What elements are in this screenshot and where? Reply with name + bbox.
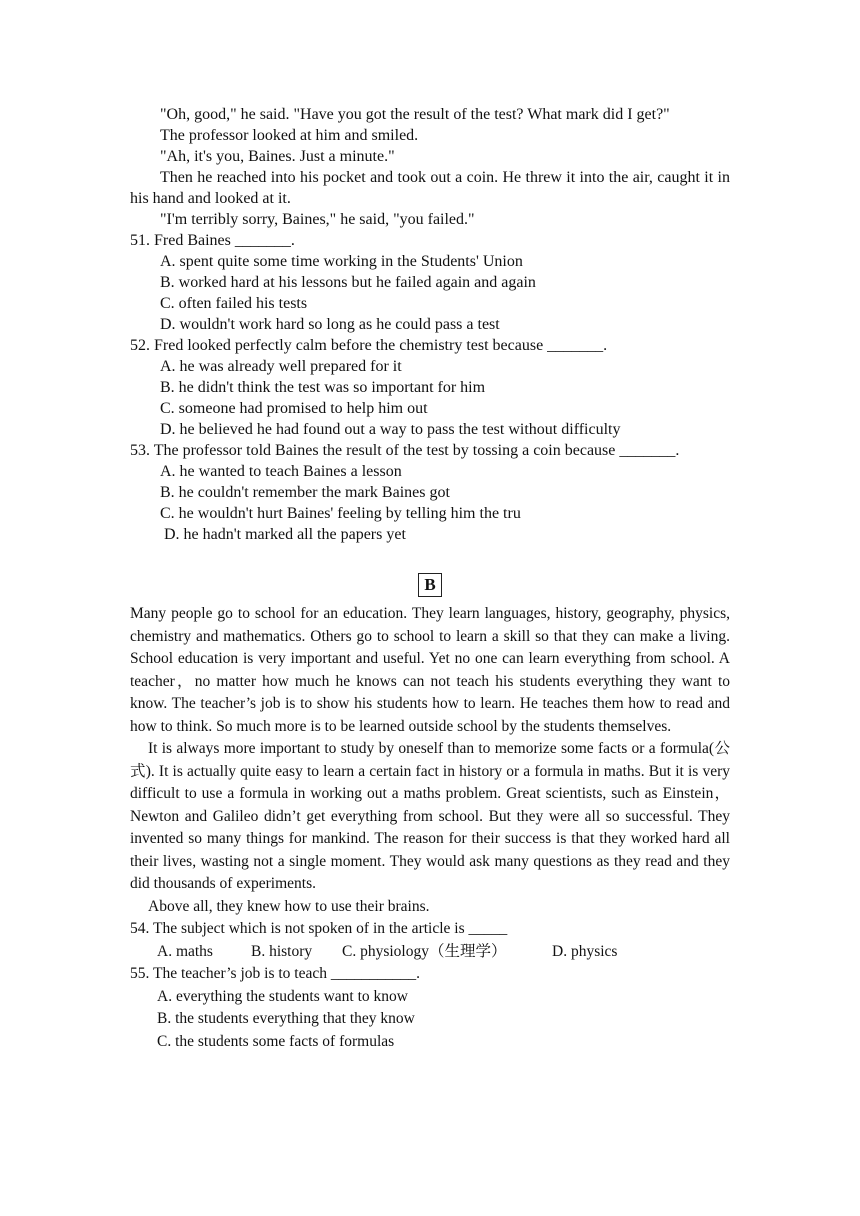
question-stem: 54. The subject which is not spoken of in the article is _____ [130, 920, 508, 937]
options-row [130, 941, 730, 964]
question-51 [130, 230, 730, 335]
option-c: C. the students some facts of formulas [157, 1032, 395, 1050]
question-stem: 55. The teacher’s job is to teach ___________. [130, 965, 420, 982]
option-a: A. everything the students want to know [157, 987, 408, 1005]
narration-paragraph: Then he reached into his pocket and took out a coin. He threw it into the air, caught it in his hand and looked at it. [130, 169, 730, 207]
option-a: A. maths [157, 942, 213, 960]
option-d: D. physics [552, 942, 618, 960]
section-b [130, 573, 730, 1053]
option-b: B. he didn't think the test was so important for him [160, 379, 486, 396]
option-c: C. someone had promised to help him out [160, 400, 428, 417]
question-stem: 52. Fred looked perfectly calm before the chemistry test because _______. [130, 337, 608, 354]
dialogue-line: "I'm terribly sorry, Baines," he said, "you failed." [160, 211, 475, 228]
dialogue-line: "Oh, good," he said. "Have you got the result of the test? What mark did I get?" [160, 106, 670, 123]
option-b: B. history [251, 942, 313, 960]
option-c: C. physiology（生理学） [342, 942, 507, 960]
question-55 [130, 963, 730, 1053]
question-54 [130, 918, 730, 963]
option-d: D. wouldn't work hard so long as he could pass a test [160, 316, 500, 333]
option-a: A. spent quite some time working in the Students' Union [160, 253, 523, 270]
passage-b-paragraph-2: It is always more important to study by oneself than to memorize some facts or a formula(公式). It is actually quite easy to learn a certain fact in history or a formula in maths. But it is very difficult to use a formula in working out a maths problem. Great scientists, such as Einstein，Newton and Galileo didn’t get everything from school. But they were all so successful. They invented so many things for mankind. The reason for their success is that they worked hard all their lives, wasting not a single moment. They would ask many questions as they read and they did thousands of experiments. [130, 740, 730, 892]
section-label: B [418, 573, 441, 597]
dialogue-line: "Ah, it's you, Baines. Just a minute." [160, 148, 395, 165]
option-b: B. the students everything that they know [157, 1010, 415, 1027]
option-a: A. he wanted to teach Baines a lesson [160, 463, 402, 480]
question-stem: 51. Fred Baines _______. [130, 232, 295, 249]
question-52 [130, 335, 730, 440]
option-c: C. he wouldn't hurt Baines' feeling by telling him the tru [160, 505, 521, 522]
option-b: B. worked hard at his lessons but he failed again and again [160, 274, 536, 291]
option-d: D. he hadn't marked all the papers yet [160, 526, 406, 543]
page-content [130, 104, 730, 1053]
passage-b-paragraph-3: Above all, they knew how to use their brains. [148, 897, 430, 915]
question-53 [130, 440, 730, 545]
section-label-wrap [130, 573, 730, 599]
option-d: D. he believed he had found out a way to pass the test without difficulty [160, 421, 621, 438]
option-a: A. he was already well prepared for it [160, 358, 402, 375]
option-b: B. he couldn't remember the mark Baines got [160, 484, 450, 501]
passage-a-excerpt [130, 104, 730, 230]
narration-line: The professor looked at him and smiled. [160, 127, 419, 144]
passage-b-paragraph-1: Many people go to school for an education. They learn languages, history, geography, physics, chemistry and mathematics. Others go to school to learn a skill so that they can make a living. School education is very important and useful. Yet no one can learn everything from school. A teacher，no matter how much he knows can not teach his students everything they want to know. The teacher’s job is to show his students how to learn. He teaches them how to read and how to think. So much more is to be learned outside school by the students themselves. [130, 605, 730, 735]
question-stem: 53. The professor told Baines the result of the test by tossing a coin because _______. [130, 442, 680, 459]
option-c: C. often failed his tests [160, 295, 308, 312]
